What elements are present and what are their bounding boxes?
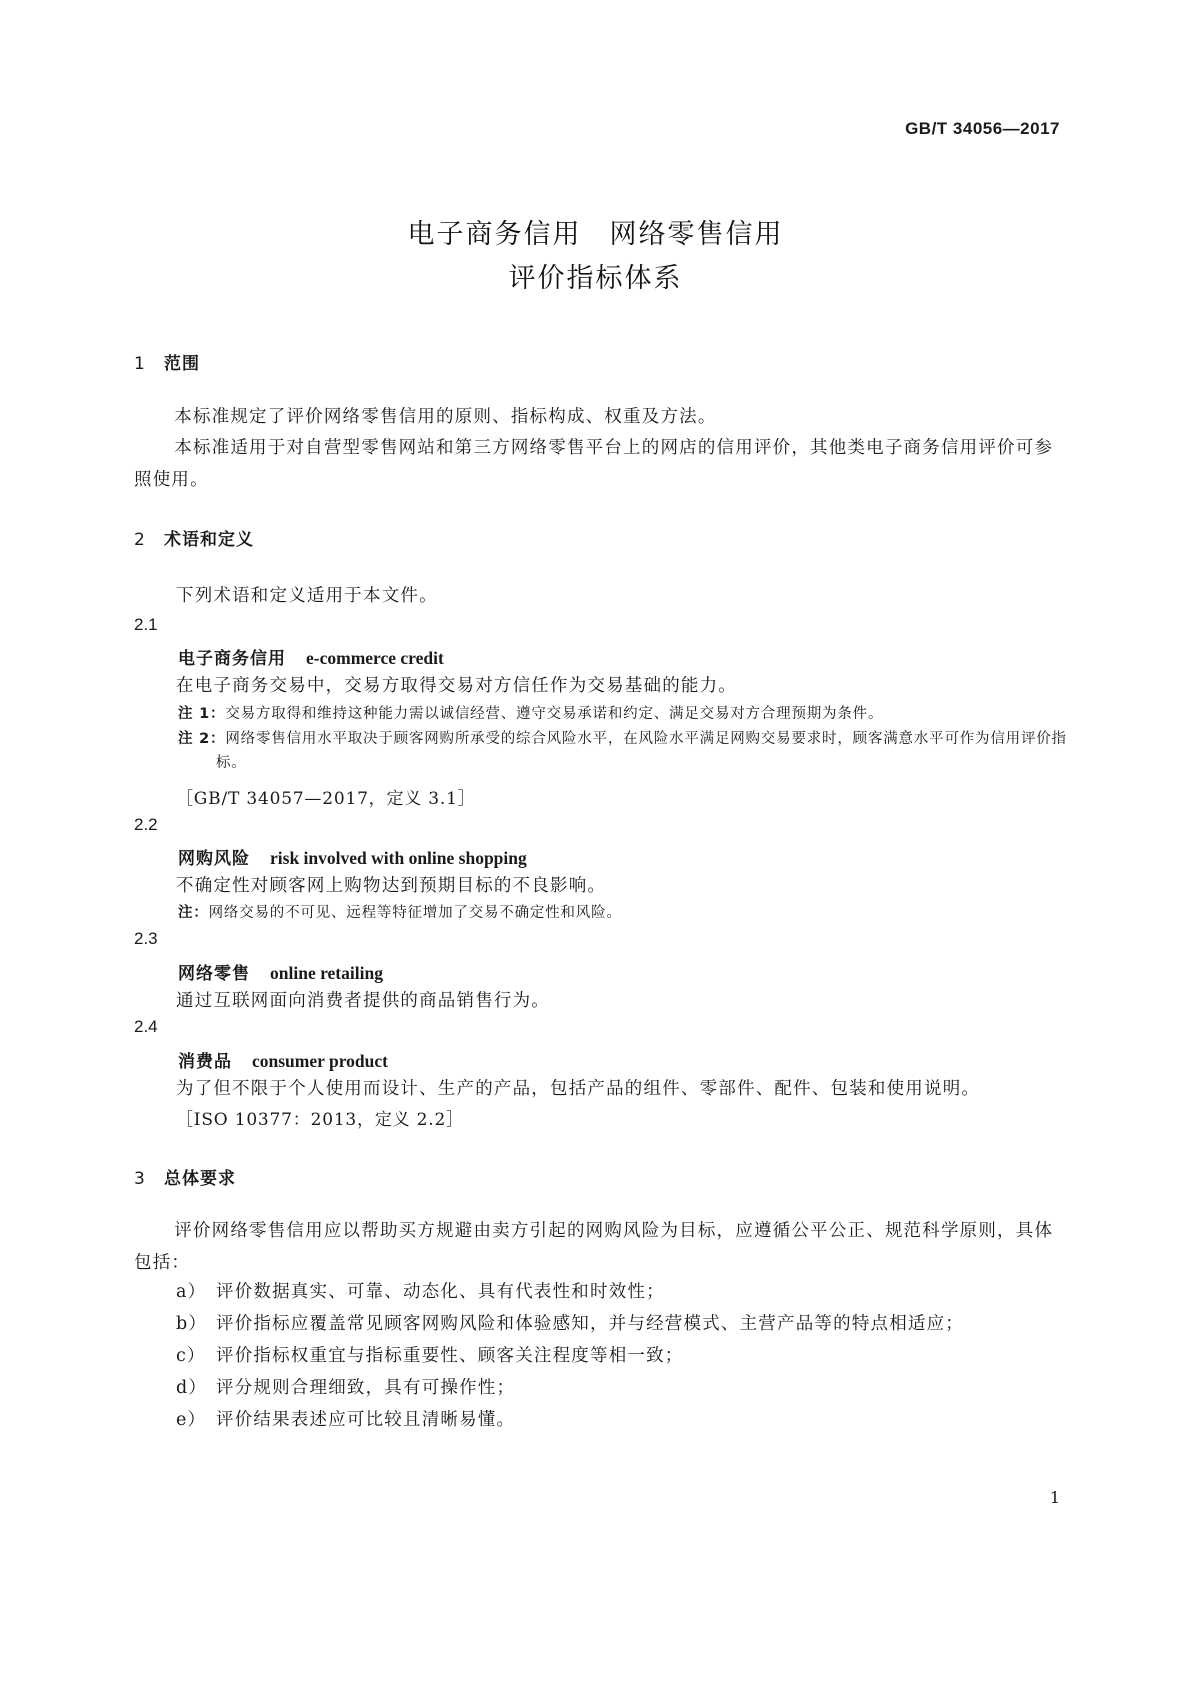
section-number: 3 xyxy=(134,1169,146,1189)
list-marker: e） xyxy=(176,1410,207,1430)
list-marker: b） xyxy=(176,1314,208,1334)
term-note-1 xyxy=(178,702,1096,726)
term-note xyxy=(178,901,1058,925)
list-text: 评价结果表述应可比较且清晰易懂。 xyxy=(216,1410,516,1430)
term-english: consumer product xyxy=(252,1051,388,1071)
document-title-line-1 xyxy=(0,212,1191,251)
term-heading xyxy=(178,1047,388,1072)
term-english: risk involved with online shopping xyxy=(270,848,527,868)
term-heading xyxy=(178,644,444,669)
section-2-heading xyxy=(134,525,254,550)
term-chinese: 电子商务信用 xyxy=(178,649,286,669)
term-note-2 xyxy=(178,727,1096,775)
term-heading xyxy=(178,959,383,984)
term-source-reference: ［ISO 10377：2013，定义 2.2］ xyxy=(176,1110,464,1130)
note-label: 注 2： xyxy=(178,731,226,747)
section-title: 总体要求 xyxy=(164,1169,236,1189)
list-text: 评价指标应覆盖常见顾客网购风险和体验感知，并与经营模式、主营产品等的特点相适应； xyxy=(216,1314,964,1334)
section-title: 范围 xyxy=(164,354,200,374)
note-label: 注： xyxy=(178,905,209,921)
requirement-list-item xyxy=(176,1278,665,1303)
requirement-list-item xyxy=(176,1406,515,1431)
term-heading xyxy=(178,844,527,869)
term-number: 2.1 xyxy=(134,615,158,634)
section-number: 1 xyxy=(134,354,146,374)
page-number: 1 xyxy=(1049,1488,1060,1507)
term-english: e-commerce credit xyxy=(306,648,444,668)
term-chinese: 消费品 xyxy=(178,1052,232,1072)
term-definition: 通过互联网面向消费者提供的商品销售行为。 xyxy=(176,991,550,1011)
document-title-line-2: 评价指标体系 xyxy=(508,263,683,294)
list-marker: c） xyxy=(176,1346,206,1366)
section-number: 2 xyxy=(134,530,146,550)
section-1-paragraph-2: 本标准适用于对自营型零售网站和第三方网络零售平台上的网店的信用评价，其他类电子商务信用评价可参照使用。 xyxy=(134,438,1054,490)
note-label: 注 1： xyxy=(178,706,226,722)
list-marker: d） xyxy=(176,1378,208,1398)
term-definition: 不确定性对顾客网上购物达到预期目标的不良影响。 xyxy=(176,876,607,896)
section-1-heading xyxy=(134,349,200,374)
section-2-intro: 下列术语和定义适用于本文件。 xyxy=(176,586,438,606)
title-part-online-retail-credit: 网络零售信用 xyxy=(609,219,784,250)
term-number: 2.3 xyxy=(134,929,158,948)
section-3-paragraph: 评价网络零售信用应以帮助买方规避由卖方引起的网购风险为目标，应遵循公平公正、规范科学原则，具体包括： xyxy=(134,1221,1054,1273)
section-1-paragraph-1: 本标准规定了评价网络零售信用的原则、指标构成、权重及方法。 xyxy=(174,407,717,427)
list-text: 评价数据真实、可靠、动态化、具有代表性和时效性； xyxy=(216,1282,665,1302)
section-3-heading xyxy=(134,1164,236,1189)
term-definition: 为了但不限于个人使用而设计、生产的产品，包括产品的组件、零部件、配件、包装和使用说明。 xyxy=(176,1079,981,1099)
section-title: 术语和定义 xyxy=(164,530,254,550)
note-text: 网络交易的不可见、远程等特征增加了交易不确定性和风险。 xyxy=(208,905,622,921)
list-text: 评价指标权重宜与指标重要性、顾客关注程度等相一致； xyxy=(216,1346,684,1366)
standard-number: GB/T 34056—2017 xyxy=(905,119,1060,138)
term-source-reference: ［GB/T 34057—2017，定义 3.1］ xyxy=(176,789,476,809)
requirement-list-item xyxy=(176,1374,515,1399)
list-marker: a） xyxy=(176,1282,207,1302)
requirement-list-item xyxy=(176,1342,684,1367)
note-text: 网络零售信用水平取决于顾客网购所承受的综合风险水平，在风险水平满足网购交易要求时，顾客满意水平可作为信用评价指标。 xyxy=(216,731,1067,771)
term-number: 2.4 xyxy=(134,1017,158,1036)
term-definition: 在电子商务交易中，交易方取得交易对方信任作为交易基础的能力。 xyxy=(176,676,737,696)
term-chinese: 网购风险 xyxy=(178,849,250,869)
list-text: 评分规则合理细致，具有可操作性； xyxy=(216,1378,516,1398)
requirement-list-item xyxy=(176,1310,964,1335)
term-number: 2.2 xyxy=(134,815,158,834)
title-part-ecommerce-credit: 电子商务信用 xyxy=(407,219,582,250)
term-chinese: 网络零售 xyxy=(178,964,250,984)
term-english: online retailing xyxy=(270,963,383,983)
note-text: 交易方取得和维持这种能力需以诚信经营、遵守交易承诺和约定、满足交易对方合理预期为条件。 xyxy=(225,706,884,722)
